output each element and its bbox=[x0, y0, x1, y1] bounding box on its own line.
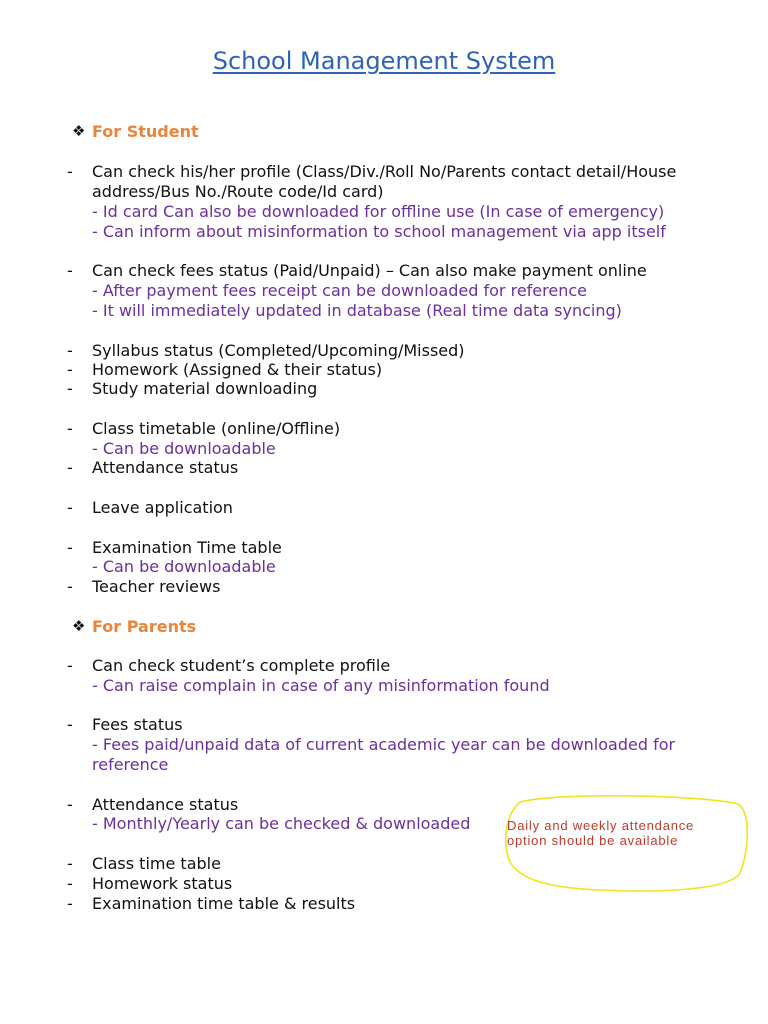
section-label: For Parents bbox=[92, 617, 197, 636]
list-item: - Leave application bbox=[67, 498, 233, 517]
dash-bullet: - bbox=[67, 261, 73, 280]
diamond-bullet-icon: ❖ bbox=[72, 122, 86, 140]
dash-bullet: - bbox=[67, 577, 73, 596]
list-item: - Examination time table & results bbox=[67, 894, 356, 913]
list-item: - Study material downloading bbox=[67, 379, 318, 398]
sub-note: - Can inform about misinformation to school management via app itself bbox=[92, 222, 666, 241]
dash-bullet: - bbox=[67, 854, 73, 873]
dash-bullet: - bbox=[67, 538, 73, 557]
list-item: - Examination Time table bbox=[67, 538, 282, 557]
dash-bullet: - bbox=[67, 458, 73, 477]
list-item: - Attendance status bbox=[67, 458, 239, 477]
sub-note: - Can be downloadable bbox=[92, 439, 276, 458]
sub-note: - Can raise complain in case of any misinformation found bbox=[92, 676, 550, 695]
annotation-note-line: option should be available bbox=[507, 833, 679, 848]
list-item: - Fees status bbox=[67, 715, 183, 734]
diamond-bullet-icon: ❖ bbox=[72, 617, 86, 635]
sub-note: - Can be downloadable bbox=[92, 557, 276, 576]
dash-bullet: - bbox=[67, 498, 73, 517]
dash-bullet: - bbox=[67, 360, 73, 379]
dash-bullet: - bbox=[67, 162, 73, 181]
sub-note: - It will immediately updated in database (Real time data syncing) bbox=[92, 301, 622, 320]
list-item: - Class timetable (online/Offline) bbox=[67, 419, 341, 438]
dash-bullet: - bbox=[67, 795, 73, 814]
dash-bullet: - bbox=[67, 656, 73, 675]
list-item: - Class time table bbox=[67, 854, 221, 873]
annotation-note-line: Daily and weekly attendance bbox=[507, 818, 695, 833]
list-item: - Can check his/her profile (Class/Div./Roll No/Parents contact detail/House bbox=[67, 162, 677, 181]
dash-bullet: - bbox=[67, 379, 73, 398]
dash-bullet: - bbox=[67, 715, 73, 734]
sub-note: - Fees paid/unpaid data of current academic year can be downloaded for bbox=[92, 735, 676, 754]
dash-bullet: - bbox=[67, 894, 73, 913]
page-title: School Management System bbox=[212, 47, 556, 75]
list-item: - Homework status bbox=[67, 874, 233, 893]
list-item: - Attendance status bbox=[67, 795, 239, 814]
sub-note: - Monthly/Yearly can be checked & downloaded bbox=[92, 814, 471, 833]
dash-bullet: - bbox=[67, 419, 73, 438]
dash-bullet: - bbox=[67, 341, 73, 360]
section-label: For Student bbox=[92, 122, 199, 141]
sub-note: reference bbox=[92, 755, 169, 774]
list-item: - Homework (Assigned & their status) bbox=[67, 360, 383, 379]
sub-note: - After payment fees receipt can be downloaded for reference bbox=[92, 281, 587, 300]
list-item: - Can check student’s complete profile bbox=[67, 656, 391, 675]
dash-bullet: - bbox=[67, 874, 73, 893]
list-item: - Syllabus status (Completed/Upcoming/Missed) bbox=[67, 341, 465, 360]
list-item: - Can check fees status (Paid/Unpaid) – Can also make payment online bbox=[67, 261, 647, 280]
sub-note: - Id card Can also be downloaded for offline use (In case of emergency) bbox=[92, 202, 665, 221]
list-item-continuation: address/Bus No./Route code/Id card) bbox=[92, 182, 384, 201]
list-item: - Teacher reviews bbox=[67, 577, 221, 596]
